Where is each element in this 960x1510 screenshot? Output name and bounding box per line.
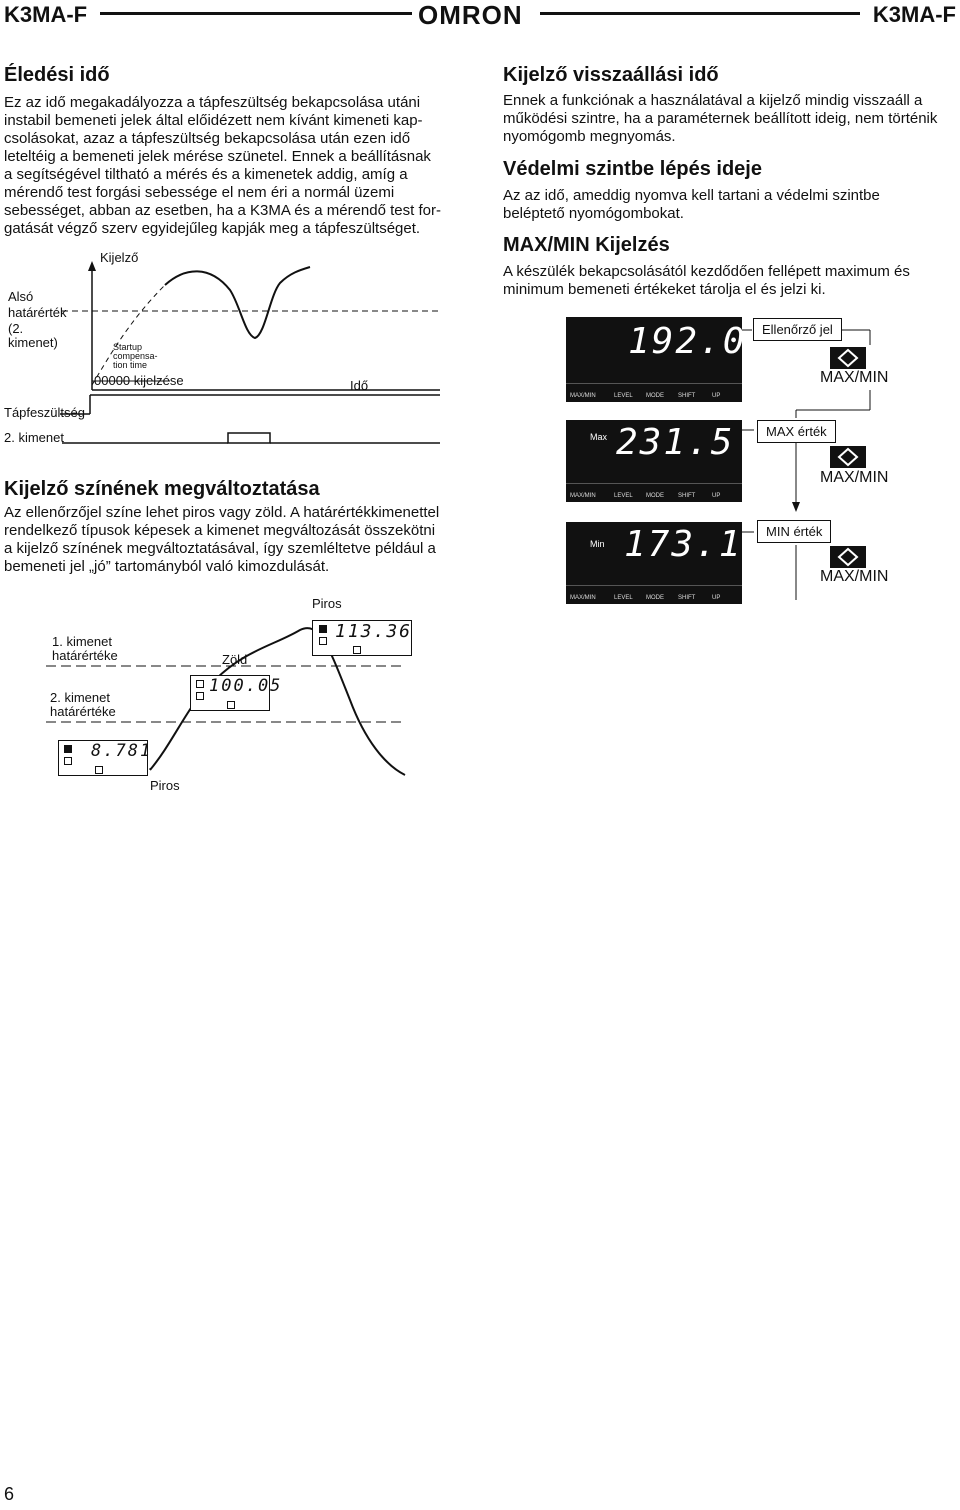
- maxmin-label: MAX/MIN: [820, 369, 889, 386]
- startup-comp-label: Startup: [113, 342, 143, 352]
- text-line: gatását végző szerv egyidejűleg kapják meg a tápfeszültséget.: [4, 220, 421, 237]
- red-label-top: Piros: [312, 596, 342, 611]
- btn-label-up: UP: [712, 393, 721, 399]
- section-heading-protect: Védelmi szintbe lépés ideje: [503, 158, 762, 180]
- indicator-off: [196, 692, 204, 700]
- btn-label-mode: MODE: [646, 493, 664, 499]
- display-return-paragraph: [503, 92, 955, 146]
- indicator-off: [196, 680, 204, 688]
- display-value: 8.781: [91, 741, 153, 761]
- btn-label-shift: SHIFT: [678, 393, 696, 399]
- lower-limit-label: kimenet): [8, 335, 58, 350]
- page-header: [0, 0, 960, 28]
- header-title-right: K3MA-F: [872, 2, 956, 27]
- indicator-off: [95, 766, 103, 774]
- btn-label-level: LEVEL: [614, 393, 633, 399]
- text-line: A készülék bekapcsolásától kezdődően fellépett maximum és: [503, 263, 910, 280]
- text-line: Az ellenőrzőjel színe lehet piros vagy zöld. A határértékkimenettel: [4, 504, 440, 521]
- text-line: rendelkező típusok képesek a kimenet megváltozását összekötni: [4, 522, 436, 539]
- page-number: 6: [4, 1484, 15, 1504]
- out1-limit-label: 1. kimenet: [52, 634, 112, 649]
- indicator-off: [319, 637, 327, 645]
- maxmin-button[interactable]: [830, 446, 866, 468]
- maxmin-paragraph: [503, 263, 955, 299]
- panel-tag: Min: [590, 539, 605, 549]
- indicator-on: [64, 745, 72, 753]
- text-line: nyomógomb megnyomás.: [503, 128, 676, 145]
- red-label-bottom: Piros: [150, 778, 180, 793]
- btn-label-maxmin: MAX/MIN: [570, 393, 596, 399]
- text-line: bemeneti jel „jó” tartományból való kimozdulását.: [4, 558, 330, 575]
- mini-display-low: [58, 740, 153, 776]
- panel-value: 173.1: [624, 524, 743, 565]
- omron-logo: OMRON: [418, 0, 523, 30]
- header-rule-right: [540, 12, 860, 15]
- btn-label-up: UP: [712, 493, 721, 499]
- output2-label: 2. kimenet: [4, 430, 64, 445]
- device-panel-max: [566, 420, 742, 502]
- device-panel-normal: [566, 317, 747, 402]
- btn-label-up: UP: [712, 595, 721, 601]
- diamond-icon: [830, 446, 866, 468]
- text-line: instabil bemeneti jelek által előidézett nem kívánt kimeneti kap-: [4, 112, 423, 129]
- section-heading-color: Kijelző színének megváltoztatása: [4, 478, 320, 500]
- section-heading-startup: Éledési idő: [4, 64, 110, 86]
- mini-display-mid: [190, 675, 283, 711]
- section-heading-maxmin: MAX/MIN Kijelzés: [503, 234, 670, 256]
- display-value: 100.05: [209, 676, 283, 696]
- header-rule-left: [100, 12, 412, 15]
- startup-comp-label: compensa-: [113, 351, 158, 361]
- out1-limit-label: határértéke: [52, 648, 118, 663]
- panel-value: 192.0: [628, 321, 747, 362]
- diamond-icon: [830, 546, 866, 568]
- panel-button-row: [566, 483, 742, 502]
- lower-limit-label: (2.: [8, 321, 24, 336]
- text-line: beléptető nyomógombokat.: [503, 205, 684, 222]
- section-heading-display-return: Kijelző visszaállási idő: [503, 64, 719, 86]
- out2-limit-label: határértéke: [50, 704, 116, 719]
- color-paragraph: [4, 504, 456, 576]
- panel-button-row: [566, 383, 742, 402]
- btn-label-shift: SHIFT: [678, 595, 696, 601]
- text-line: működési szintre, ha a paraméternek beállított ideig, nem történik: [503, 110, 938, 127]
- text-line: a kijelző színének megváltoztatásával, így szemléltetve például a: [4, 540, 436, 557]
- maxmin-button[interactable]: [830, 546, 866, 568]
- time-axis-label: Idő: [350, 378, 369, 393]
- power-label: Tápfeszültség: [4, 405, 85, 420]
- text-line: csolásokat, azaz a tápfeszültség bekapcsolása után ezen idő: [4, 130, 411, 147]
- mini-display-high: [312, 620, 412, 656]
- indicator-on: [319, 625, 327, 633]
- text-line: a segítségével tiltható a mérés és a kimenetek addig, amíg a: [4, 166, 408, 183]
- panel-value: 231.5: [616, 422, 735, 463]
- text-line: mérendő test forgási sebessége el nem éri a normál üzemi: [4, 184, 395, 201]
- btn-label-maxmin: MAX/MIN: [570, 595, 596, 601]
- color-change-diagram: [0, 590, 460, 800]
- startup-timing-diagram: [0, 245, 460, 445]
- out2-limit-label: 2. kimenet: [50, 690, 110, 705]
- indicator-off: [353, 646, 361, 654]
- min-value-label: MIN érték: [757, 520, 831, 543]
- lower-limit-label: határérték: [8, 305, 67, 320]
- display-axis-label: Kijelző: [100, 250, 139, 265]
- startup-comp-label: tion time: [113, 360, 148, 370]
- btn-label-shift: SHIFT: [678, 493, 696, 499]
- btn-label-mode: MODE: [646, 595, 664, 601]
- header-title-left: K3MA-F: [4, 2, 88, 27]
- startup-paragraph: [4, 94, 456, 238]
- maxmin-label: MAX/MIN: [820, 568, 889, 585]
- device-panel-min: [566, 522, 742, 604]
- display-value: 113.36: [335, 621, 413, 642]
- indicator-off: [64, 757, 72, 765]
- btn-label-level: LEVEL: [614, 595, 633, 601]
- panel-button-row: [566, 585, 742, 604]
- btn-label-maxmin: MAX/MIN: [570, 493, 596, 499]
- lower-limit-label: Alsó: [8, 289, 34, 304]
- zero-display-label: 00000 kijelzése: [94, 373, 184, 388]
- btn-label-level: LEVEL: [614, 493, 633, 499]
- text-line: leteltéig a bemeneti jelek mérése szünetel. Ennek a beállításnak: [4, 148, 431, 165]
- protect-paragraph: [503, 187, 955, 223]
- maxmin-label: MAX/MIN: [820, 469, 889, 486]
- green-label: Zöld: [222, 652, 248, 667]
- diamond-icon: [830, 347, 866, 369]
- text-line: Ez az idő megakadályozza a tápfeszültség bekapcsolása utáni: [4, 94, 421, 111]
- text-line: Az az idő, ameddig nyomva kell tartani a védelmi szintbe: [503, 187, 880, 204]
- text-line: Ennek a funkciónak a használatával a kijelző mindig visszaáll a: [503, 92, 923, 109]
- text-line: sebességet, abban az esetben, ha a K3MA és a mérendő test for-: [4, 202, 441, 219]
- check-signal-label: Ellenőrző jel: [753, 318, 842, 341]
- indicator-off: [227, 701, 235, 709]
- btn-label-mode: MODE: [646, 393, 664, 399]
- panel-tag: Max: [590, 432, 608, 442]
- maxmin-button[interactable]: [830, 347, 866, 369]
- text-line: minimum bemeneti értékeket tárolja el és jelzi ki.: [503, 281, 826, 298]
- max-value-label: MAX érték: [757, 420, 836, 443]
